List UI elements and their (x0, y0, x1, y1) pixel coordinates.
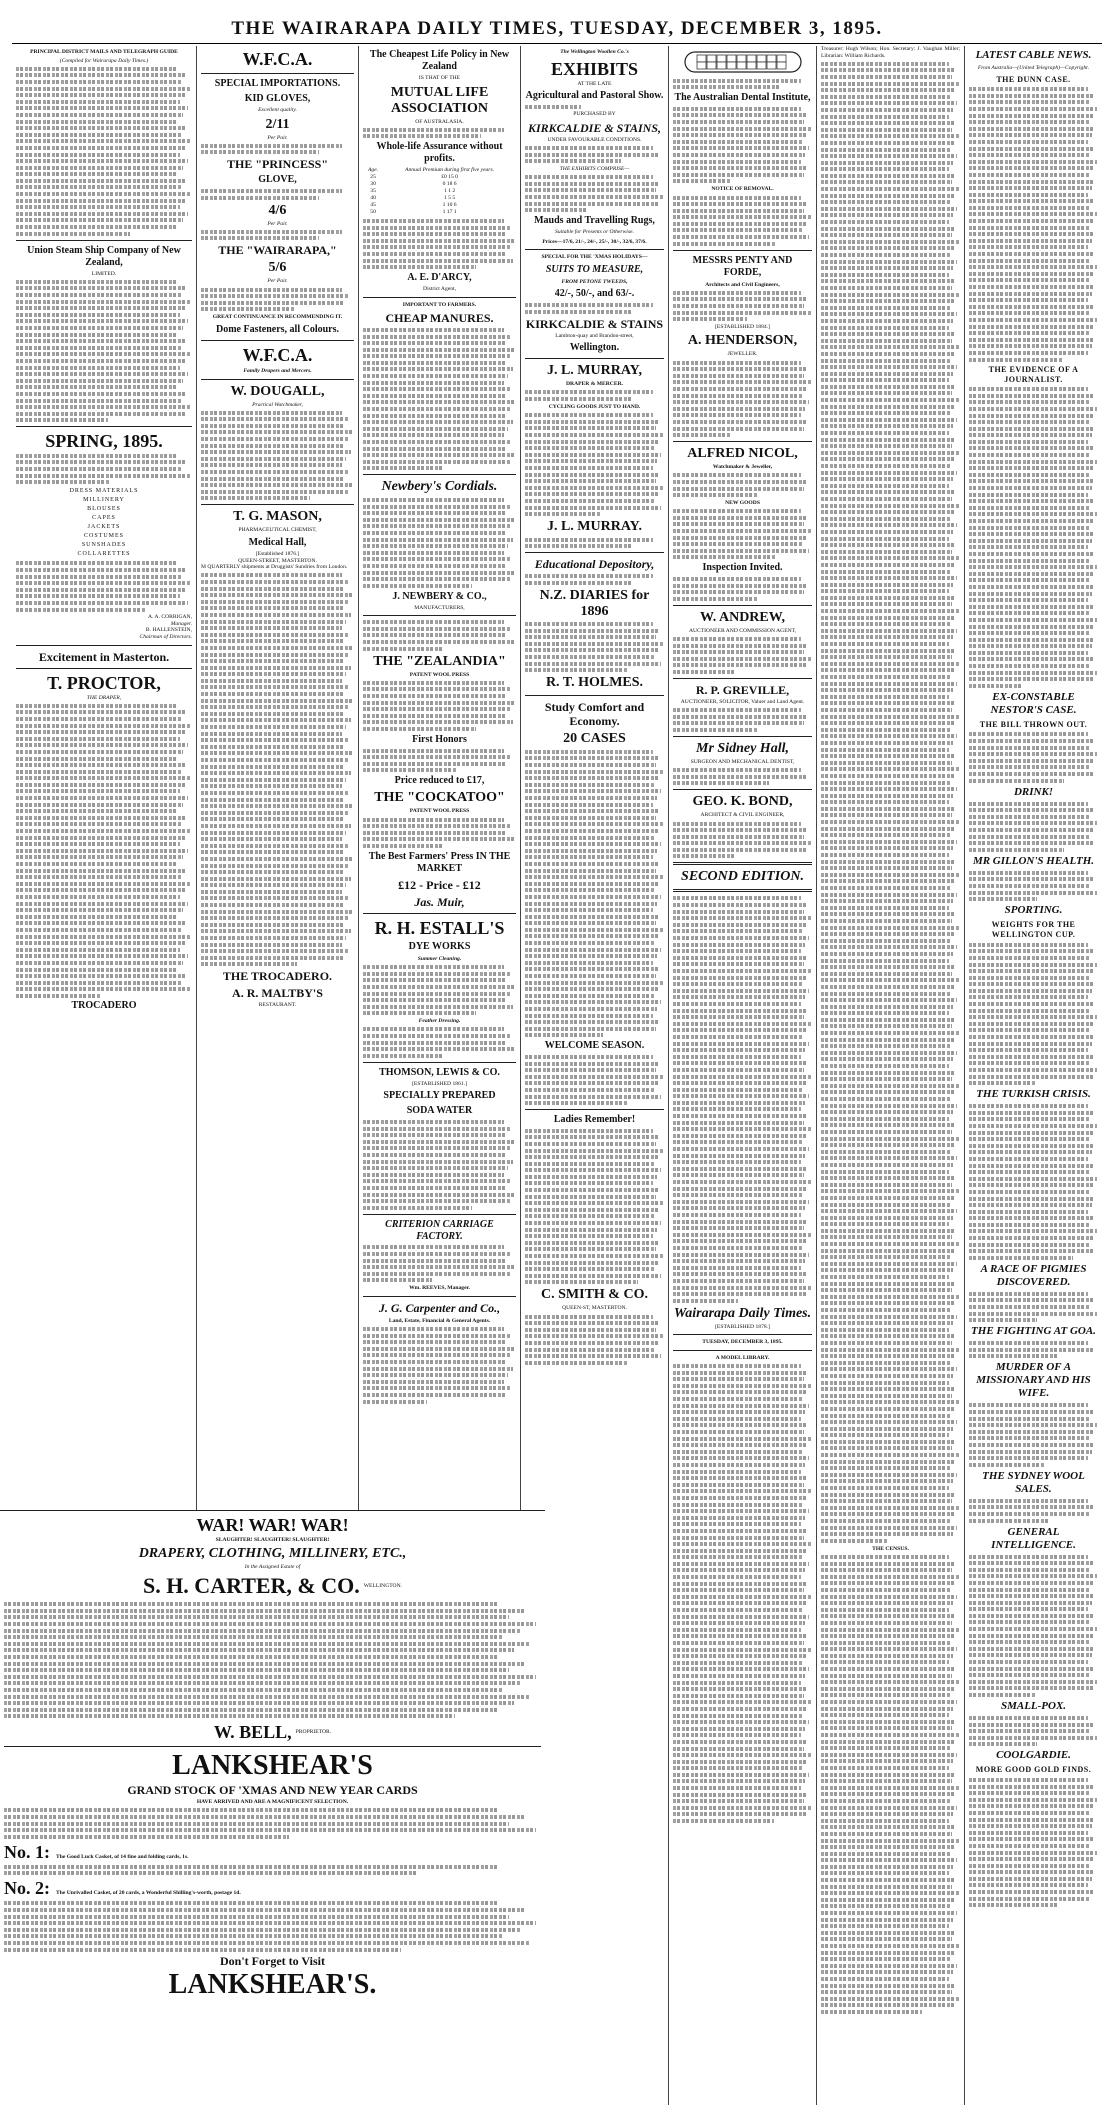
body-text-block (363, 1120, 516, 1210)
masthead-title: THE WAIRARAPA DAILY TIMES, TUESDAY, DECEMBER 3, 1895. (231, 18, 883, 39)
body-text-block (969, 387, 1098, 688)
body-text-block (673, 361, 812, 438)
body-text-block (363, 749, 516, 773)
spring-item: COLLARETTES (77, 550, 131, 557)
body-text-block (201, 573, 354, 966)
body-text-block (363, 1027, 516, 1057)
cheap-manures: CHEAP MANURES. (385, 311, 494, 326)
body-text-block (525, 175, 664, 212)
cockatoo: THE "COCKATOO" (374, 790, 505, 806)
diaries: N.Z. DIARIES for 1896 (539, 587, 650, 619)
body-text-block (673, 768, 812, 785)
body-text-block (969, 87, 1098, 361)
body-text-block (969, 802, 1098, 852)
body-text-block (525, 1129, 664, 1285)
bell-heading: W. BELL, (213, 1722, 292, 1743)
body-text-block (525, 105, 664, 109)
exhibits: EXHIBITS (550, 58, 639, 79)
body-text-block (969, 1403, 1098, 1466)
table-row: 50 1 17 1 (370, 209, 457, 216)
body-text-block (969, 1555, 1098, 1697)
lankshear-heading: LANKSHEAR'S (172, 1750, 373, 1782)
body-text-block (673, 107, 812, 184)
body-text-block (201, 411, 354, 501)
wfca-heading: W.F.C.A. (242, 49, 313, 69)
cheapest-policy: The Cheapest Life Policy in New Zealand (369, 49, 510, 72)
body-text-block (201, 189, 354, 200)
body-text-block (969, 943, 1098, 1085)
body-text-block (525, 390, 664, 401)
body-text-block (525, 1055, 664, 1105)
special-importations: SPECIAL IMPORTATIONS. (214, 78, 341, 89)
body-text-block (969, 1499, 1098, 1523)
body-text-block (673, 291, 812, 321)
body-text-block (16, 280, 192, 422)
latest-cable-news: LATEST CABLE NEWS. (975, 49, 1092, 61)
proctor-heading: T. PROCTOR, (47, 672, 161, 693)
dome-fasteners: Dome Fasteners, all Colours. (215, 323, 340, 335)
body-text-block (525, 574, 664, 585)
table-row: 30 0 18 6 (370, 181, 457, 188)
body-text-block (525, 146, 664, 163)
masthead (12, 10, 1102, 44)
column-3: The Cheapest Life Policy in New Zealand IS THAT OF THE MUTUAL LIFE ASSOCIATION OF AUSTRALASIA. Whole-life Assurance without profits. Age. Annual Premium during first five years. 25 £0 15 0 30 0 18 6 35 1 1 2 40 1 5 5 45 1 10 6 50 1 17 1 A. E. D'ARCY, District Agent, IMPORTANT TO FARMERS. CHEAP MANURES. Newbery's Cordials. J. NEWBERY & CO., MANUFACTURERS, THE "ZEALANDIA" PATENT WOOL PRESS First Honors Price reduced to £17, THE "COCKATOO" PATENT WOOL PRESS The Best Farmers' Press IN THE MARKET £12 - Price - £12 Jas. Muir, R. H. ESTALL'S DYE WORKS Summer Cleaning. Feather Dressing. THOMSON, LEWIS & CO. [ESTABLISHED 1861.] SPECIALLY PREPARED SODA WATER CRITERION CARRIAGE FACTORY. Wm. REEVES, Manager. J. G. Carpenter and Co., Land, Estate, Financial & General Agents. (359, 46, 521, 2105)
body-text-block (4, 1865, 541, 1876)
holmes: R. T. HOLMES. (545, 675, 644, 691)
table-row: 45 1 10 6 (370, 202, 457, 209)
price-46: 4/6 (268, 202, 287, 218)
body-text-block (673, 637, 812, 674)
andrew: W. ANDREW, (700, 609, 785, 625)
spring-title: SPRING, 1895. (45, 431, 163, 452)
dougall-heading: W. DOUGALL, (230, 383, 325, 399)
body-text-block (969, 1104, 1098, 1260)
body-text-block (673, 822, 812, 859)
column-2: W.F.C.A. SPECIAL IMPORTATIONS. KID GLOVES, Excellent quality. 2/11 Per Pair. THE "PRINCESS" GLOVE, 4/6 Per Pair. THE "WAIRARAPA," 5/6 Per Pair. GREAT CONTINUANCE IN RECOMMENDING IT. Dome Fasteners, all Colours. W.F.C.A. Family Drapers and Mercers. W. DOUGALL, Practical Watchmaker, T. G. MASON, PHARMACEUTICAL CHEMIST, Medical Hall, [Established 1876.] QUEEN-STREET, MASTERTON. M QUARTERLY shipments at Druggists' Sundries from London. THE TROCADERO. A. R. MALTBY'S RESTAURANT. (197, 46, 359, 2105)
body-text-block (363, 219, 516, 269)
spring-item: BLOUSES (87, 505, 121, 512)
body-text-block (4, 1602, 541, 1718)
premium-table (363, 167, 516, 216)
body-text-block (201, 144, 354, 155)
kirkcaldie-stains: KIRKCALDIE & STAINS, (527, 120, 662, 135)
darcy: A. E. D'ARCY, (407, 272, 472, 284)
column-1: PRINCIPAL DISTRICT MAILS AND TELEGRAPH GUIDE (Compiled for Wairarapa Daily Times.) Union Steam Ship Company of New Zealand, LIMITED. SPRING, 1895. DRESS MATERIALS MILLINERY BLOUSES CAPES JACKETS COSTUMES SUNSHADES COLLARETTES A. A. CORRIGAN, Manager. B. HALLENSTEIN, Chairman of Directors. Excitement in Masterton. T. PROCTOR, THE DRAPER, TROCADERO (12, 46, 197, 2105)
war-heading: WAR! WAR! WAR! (196, 1515, 349, 1535)
column-6: Treasurer: Hugh Wilson; Hon. Secretary: J. Vaughan Miller; Librarian: William Richards. THE CENSUS. (817, 46, 965, 2105)
body-text-block (969, 1716, 1098, 1746)
educational-depository: Educational Depository, (534, 557, 655, 572)
column-5: The Australian Dental Institute, NOTICE OF REMOVAL. MESSRS PENTY AND FORDE, Architects and Civil Engineers, [ESTABLISHED 1884.] A. HENDERSON, JEWELLER. ALFRED NICOL, Watchmaker & Jeweller, NEW GOODS Inspection Invited. W. ANDREW, AUCTIONEER AND COMMISSION AGENT, R. P. GREVILLE, AUCTIONEER, SOLICITOR, Valuer and Land Agent. Mr Sidney Hall, SURGEON AND MECHANICAL DENTIST, GEO. K. BOND, ARCHITECT & CIVIL ENGINEER, SECOND EDITION. Wairarapa Daily Times. [ESTABLISHED 1878.] TUESDAY, DECEMBER 3, 1895. A MODEL LIBRARY. (669, 46, 817, 2105)
wairarapa-glove: THE "WAIRARAPA," (218, 243, 337, 258)
body-text-block (525, 750, 664, 1038)
kirkcaldie-stains-2: KIRKCALDIE & STAINS (525, 316, 664, 331)
body-text-block (673, 1364, 812, 1823)
carriage-factory: CRITERION CARRIAGE FACTORY. (385, 1218, 494, 1242)
newbery-cordials: Newbery's Cordials. (381, 479, 498, 495)
murray-2: J. L. MURRAY. (546, 519, 643, 535)
wfca-heading-2: W.F.C.A. (242, 344, 313, 365)
alfred-nicol: ALFRED NICOL, (687, 446, 798, 462)
zealandia: THE "ZEALANDIA" (373, 653, 506, 669)
body-text-block (525, 622, 664, 672)
body-text-block (16, 704, 192, 998)
body-text-block (363, 681, 516, 731)
body-text-block (525, 413, 664, 516)
body-text-block (969, 1778, 1098, 1907)
body-text-block (673, 577, 812, 601)
mails-subtitle: (Compiled for Wairarapa Daily Times.) (59, 57, 149, 64)
table-header: Age. (368, 167, 379, 174)
bond: GEO. K. BOND, (692, 794, 793, 810)
spring-item: MILLINERY (83, 496, 125, 503)
body-text-block (969, 732, 1098, 782)
thomson-lewis: THOMSON, LEWIS & CO. (379, 1066, 500, 1078)
spring-item: CAPES (92, 514, 116, 521)
smith: C. SMITH & CO. (541, 1287, 648, 1303)
body-text-block (16, 454, 192, 484)
body-text-block (363, 1327, 516, 1404)
spring-item: DRESS MATERIALS (69, 487, 139, 494)
body-text-block (363, 328, 516, 470)
body-text-block (16, 67, 192, 236)
second-edition: SECOND EDITION. (681, 869, 804, 885)
body-text-block (969, 1341, 1098, 1358)
estall: R. H. ESTALL'S (374, 917, 505, 938)
body-text-block (673, 509, 812, 559)
body-text-block (673, 708, 812, 732)
table-header: Annual Premium during first five years. (405, 167, 495, 174)
mutual-life: MUTUAL LIFE ASSOCIATION (390, 84, 489, 116)
price-211: 2/11 (265, 116, 290, 132)
teeth-illustration (675, 48, 811, 76)
body-text-block (821, 1555, 960, 2014)
drapery-heading: DRAPERY, CLOTHING, MILLINERY, ETC., (138, 1545, 407, 1561)
no1-label: No. 1: (4, 1841, 50, 1862)
carter-heading: S. H. CARTER, & CO. (142, 1573, 360, 1599)
body-text-block (16, 561, 192, 611)
body-text-block (673, 896, 812, 1302)
ladies-remember: Ladies Remember! (553, 1114, 636, 1126)
mails-title: PRINCIPAL DISTRICT MAILS AND TELEGRAPH GUIDE (30, 49, 178, 55)
spring-list (16, 487, 192, 559)
body-text-block (525, 1315, 664, 1365)
price-56: 5/6 (268, 260, 287, 276)
body-text-block (363, 128, 516, 139)
body-text-block (969, 1292, 1098, 1322)
wellington-woollen: The Wellington Woollen Co.'s (560, 49, 629, 55)
body-text-block (673, 196, 812, 246)
body-text-block (673, 79, 812, 90)
henderson: A. HENDERSON, (687, 333, 798, 349)
bottom-wide-ads: WAR! WAR! WAR! SLAUGHTER! SLAUGHTER! SLAUGHTER! DRAPERY, CLOTHING, MILLINERY, ETC., In the Assigned Estate of S. H. CARTER, & CO. WELLINGTON. W. BELL, PROPRIETOR. LANKSHEAR'S GRAND STOCK OF 'XMAS AND NEW YEAR CARDS HAVE ARRIVED AND ARE A MAGNIFICENT SELECTION. No. 1: The Good Luck Casket, of 14 fine and folding cards, 1s. No. 2: The Unrivalled Casket, of 20 cards, a Wonderful Shilling's-worth, postage 1d. Don't Forget to Visit LANKSHEAR'S. (0, 1510, 545, 2110)
greville: R. P. GREVILLE, (695, 682, 790, 697)
dental-institute: The Australian Dental Institute, (674, 92, 811, 104)
spring-item: SUNSHADES (81, 541, 127, 548)
trocadero-heading-1: TROCADERO (71, 1000, 137, 1012)
body-text-block (363, 498, 516, 588)
body-text-block (969, 871, 1098, 901)
times-title: Wairarapa Daily Times. (673, 1305, 812, 1321)
body-text-block (525, 303, 664, 314)
body-text-block (4, 1901, 541, 1951)
census-heading: THE CENSUS. (872, 1545, 909, 1552)
body-text-block (673, 473, 812, 497)
body-text-block (363, 818, 516, 848)
body-text-block (4, 1808, 541, 1838)
table-row: 35 1 1 2 (370, 188, 456, 195)
table-row: 40 1 5 5 (370, 195, 456, 202)
lankshear-heading-2: LANKSHEAR'S. (168, 1969, 377, 2001)
table-row: 25 £0 15 0 (370, 174, 458, 181)
spring-item: JACKETS (87, 523, 121, 530)
maltby-heading: A. R. MALTBY'S (232, 986, 323, 1001)
twenty-cases: 20 CASES (563, 731, 626, 747)
body-text-block (201, 230, 354, 241)
body-text-block (363, 965, 516, 1015)
penty-forde: MESSRS PENTY AND FORDE, (692, 254, 793, 278)
murray: J. L. MURRAY, (546, 363, 643, 379)
no2-label: No. 2: (4, 1878, 50, 1899)
union-title: Union Steam Ship Company of New Zealand, (27, 244, 181, 268)
body-text-block (363, 620, 516, 650)
mason-heading: T. G. MASON, (233, 509, 322, 525)
body-text-block (821, 62, 960, 1543)
trocadero-heading-2: THE TROCADERO. (222, 969, 333, 984)
excitement-heading: Excitement in Masterton. (38, 649, 170, 664)
sidney-hall: Mr Sidney Hall, (696, 740, 789, 756)
princess-glove: THE "PRINCESS" (226, 157, 328, 172)
study-comfort: Study Comfort and Economy. (544, 700, 645, 729)
carpenter: J. G. Carpenter and Co., (378, 1300, 501, 1315)
column-7: LATEST CABLE NEWS. From Australia—(United Telegraph)—Copyright. THE DUNN CASE. THE EVIDENCE OF A JOURNALIST. EX-CONSTABLE NESTOR'S CASE. THE BILL THROWN OUT. DRINK! MR GILLON'S HEALTH. SPORTING. WEIGHTS FOR THE WELLINGTON CUP. THE TURKISH CRISIS. A RACE OF PIGMIES DISCOVERED. THE FIGHTING AT GOA. MURDER OF A MISSIONARY AND HIS WIFE. THE SYDNEY WOOL SALES. GENERAL INTELLIGENCE. SMALL-POX. COOLGARDIE. MORE GOOD GOLD FINDS. (965, 46, 1102, 2105)
body-text-block (201, 288, 354, 312)
column-4: The Wellington Woollen Co.'s EXHIBITS AT THE LATE Agricultural and Pastoral Show. PURCHASED BY KIRKCALDIE & STAINS, UNDER FAVOURABLE CONDITIONS. THE EXHIBITS COMPRISE— Mauds and Travelling Rugs, Suitable for Presents or Otherwise. Prices—17/6, 21/-, 24/-, 25/-, 30/-, 32/6, 37/6. SPECIAL FOR THE 'XMAS HOLIDAYS— SUITS TO MEASURE, FROM PETONE TWEEDS, 42/-, 50/-, and 63/-. KIRKCALDIE & STAINS Lambton-quay and Brandon-street, Wellington. J. L. MURRAY, DRAPER & MERCER. CYCLING GOODS JUST TO HAND. J. L. MURRAY. Educational Depository, N.Z. DIARIES for 1896 R. T. HOLMES. Study Comfort and Economy. 20 CASES WELCOME SEASON. Ladies Remember! C. SMITH & CO. QUEEN-ST, MASTERTON. (521, 46, 669, 2105)
union-sub: LIMITED. (91, 270, 117, 277)
signature-1: A. A. CORRIGAN, (148, 614, 192, 621)
body-text-block (525, 538, 664, 549)
body-text-block (363, 1245, 516, 1282)
signature-2: B. HALLENSTEIN, (145, 627, 192, 634)
spring-item: COSTUMES (83, 532, 124, 539)
